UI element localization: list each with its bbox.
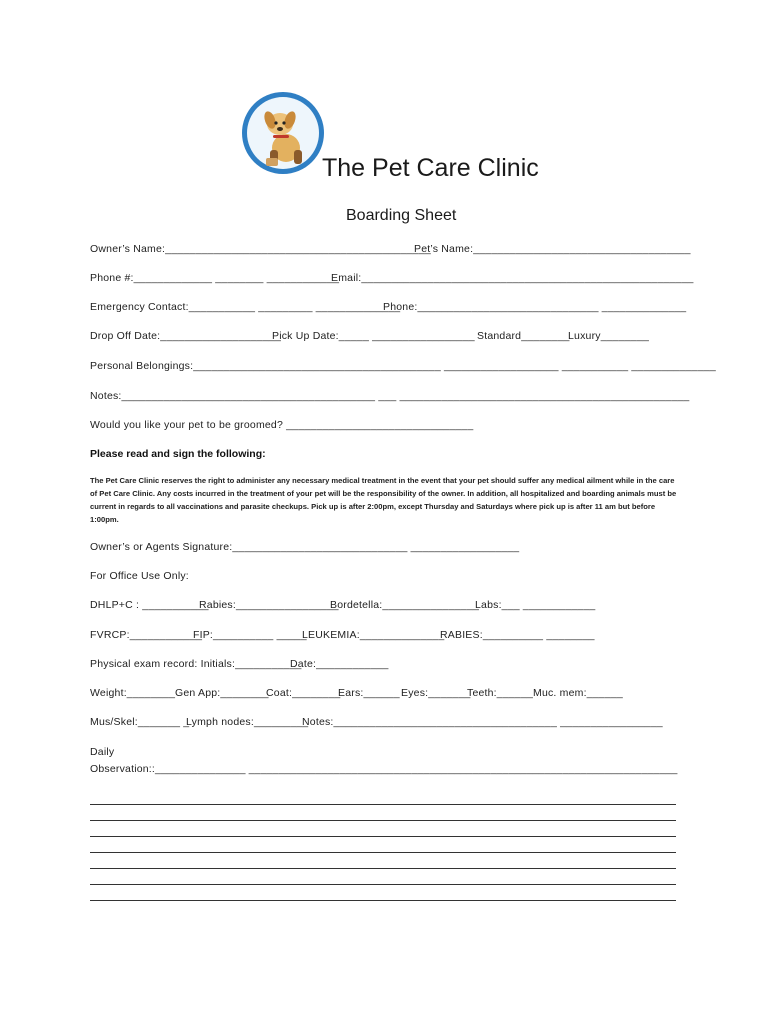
- lymph-nodes-field[interactable]: Lymph nodes:_________: [186, 716, 309, 728]
- gen-app-field[interactable]: Gen App:________: [175, 687, 269, 699]
- rabies-caps-field[interactable]: RABIES:__________ ________: [440, 629, 595, 641]
- signature-field[interactable]: Owner’s or Agents Signature:_____________________________ __________________: [90, 541, 520, 553]
- observation-line[interactable]: [90, 900, 676, 901]
- muc-mem-field[interactable]: Muc. mem:______: [533, 687, 623, 699]
- physical-exam-field[interactable]: Physical exam record: Initials:___________: [90, 658, 302, 670]
- observation-line[interactable]: [90, 820, 676, 821]
- drop-off-date-field[interactable]: Drop Off Date:____________________: [90, 330, 282, 342]
- coat-field[interactable]: Coat:________: [266, 687, 341, 699]
- pet-name-field[interactable]: Pet’s Name:____________________________________: [414, 243, 691, 255]
- date-field[interactable]: Date:____________: [290, 658, 389, 670]
- standard-field[interactable]: Standard________: [477, 330, 570, 342]
- mus-skel-field[interactable]: Mus/Skel:_______ _: [90, 716, 190, 728]
- ears-field[interactable]: Ears:______: [338, 687, 400, 699]
- observation-field[interactable]: Observation::_______________ _______________________________________________________________________: [90, 763, 678, 775]
- owner-name-field[interactable]: Owner’s Name:____________________________________________: [90, 243, 431, 255]
- emergency-contact-field[interactable]: Emergency Contact:___________ _________ ______________: [90, 301, 401, 313]
- observation-line[interactable]: [90, 884, 676, 885]
- observation-line[interactable]: [90, 852, 676, 853]
- personal-belongings-field[interactable]: Personal Belongings:_________________________________________ ___________________ ___________ ______________: [90, 360, 716, 372]
- office-use-heading: For Office Use Only:: [90, 570, 189, 582]
- fip-field[interactable]: FIP:__________ _____: [193, 629, 307, 641]
- notes-field[interactable]: Notes:__________________________________________ ___ ________________________________________________: [90, 390, 690, 402]
- office-notes-field[interactable]: Notes:_____________________________________ _________________: [302, 716, 663, 728]
- teeth-field[interactable]: Teeth:______: [467, 687, 534, 699]
- email-field[interactable]: Email:_______________________________________________________: [331, 272, 694, 284]
- policy-text: The Pet Care Clinic reserves the right to administer any necessary medical treatment in the event that your pet should suffer any medical ailment while in the care of Pet Care Clinic. Any costs incurred in the treatment of your pet will be the responsibility of the owner. In addition, all hospitalized and boarding animals must be current in regards to all vaccinations and parasite checkups. Pick up is after 2:00pm, except Thursday and Saturdays where pick up is after 11 am but before 1:00pm.: [90, 476, 677, 524]
- leukemia-field[interactable]: LEUKEMIA:______________: [302, 629, 445, 641]
- eyes-field[interactable]: Eyes:_______: [401, 687, 471, 699]
- daily-label: Daily: [90, 746, 115, 758]
- observation-line[interactable]: [90, 804, 676, 805]
- labs-field[interactable]: Labs:___ ____________: [475, 599, 596, 611]
- groomed-field[interactable]: Would you like your pet to be groomed? _______________________________: [90, 419, 474, 431]
- pick-up-date-field[interactable]: Pick Up Date:_____ _________________: [272, 330, 475, 342]
- phone-field[interactable]: Phone #:_____________ ________ ____________: [90, 272, 340, 284]
- sheet-title: Boarding Sheet: [346, 207, 457, 224]
- dhlp-field[interactable]: DHLP+C : ___________: [90, 599, 209, 611]
- observation-line[interactable]: [90, 836, 676, 837]
- clinic-name: The Pet Care Clinic: [322, 154, 539, 182]
- fvrcp-field[interactable]: FVRCP:____________: [90, 629, 203, 641]
- emergency-phone-field[interactable]: Phone:______________________________ ______________: [383, 301, 687, 313]
- dog-logo-icon: [240, 90, 326, 176]
- observation-line[interactable]: [90, 868, 676, 869]
- rabies-field[interactable]: Rabies:_________________: [199, 599, 339, 611]
- bordetella-field[interactable]: Bordetella:________________: [330, 599, 480, 611]
- weight-field[interactable]: Weight:________: [90, 687, 176, 699]
- luxury-field[interactable]: Luxury________: [568, 330, 650, 342]
- policy-heading: Please read and sign the following:: [90, 448, 266, 460]
